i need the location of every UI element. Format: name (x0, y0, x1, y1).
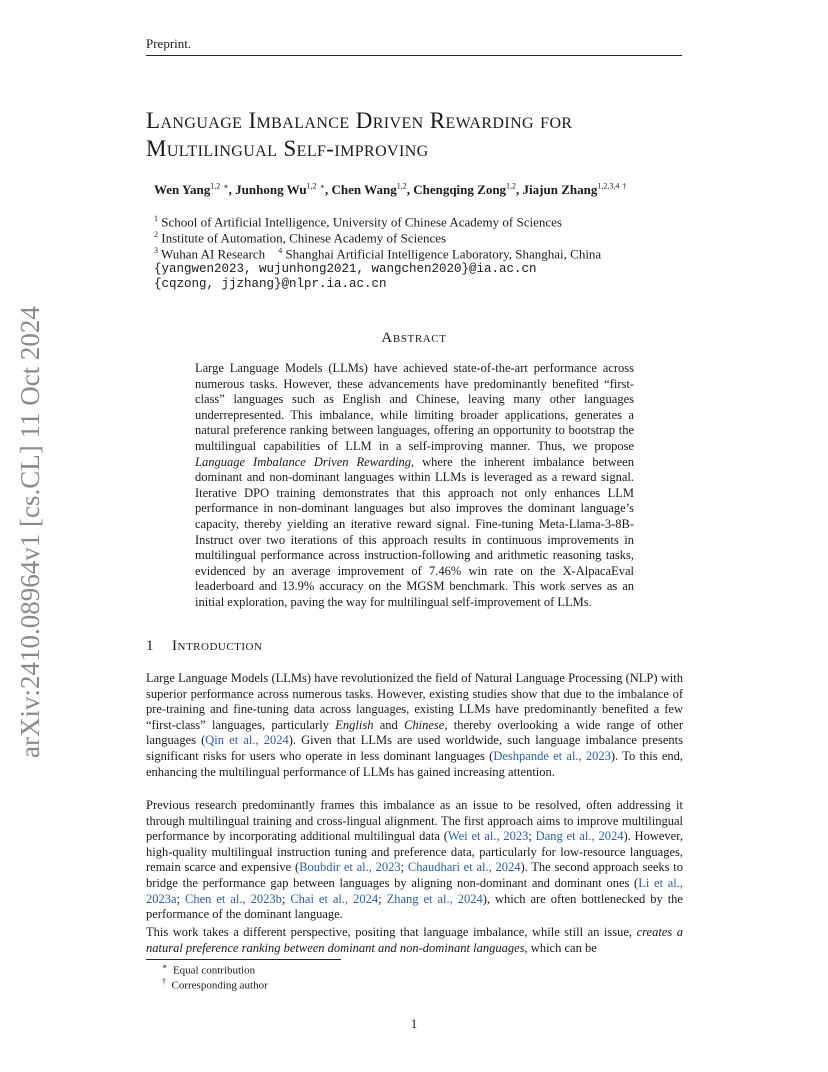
intro-paragraph-3: This work takes a different perspective, positing that language imbalance, while still an issue, creates a natural preference ranking between dominant and non-dominant languages, which can be (146, 925, 683, 955)
affiliation-marker: 4 (278, 246, 283, 255)
affiliation-marker: 1 (154, 214, 158, 223)
paper-title (146, 107, 686, 163)
footnote-2 (162, 977, 268, 992)
author-name: Jiajun Zhang (522, 182, 598, 198)
section-heading (146, 638, 262, 655)
citation-link[interactable]: Deshpande et al., 2023 (493, 748, 611, 763)
citation-link[interactable]: Chai et al., 2024 (290, 891, 379, 906)
title-line-2: Multilingual Self-improving (146, 136, 429, 161)
affiliation-2 (154, 230, 446, 246)
citation-link[interactable]: Wei et al., 2023 (447, 829, 529, 844)
arxiv-identifier[interactable]: arXiv:2410.08964v1 [cs.CL] 11 Oct 2024 (15, 306, 45, 758)
citation-link[interactable]: Li et al., 2023a (146, 875, 683, 906)
abstract-body: Large Language Models (LLMs) have achieved state-of-the-art performance across numerous tasks. However, these advancements have predominantly benefited “first-class” languages such as English and Chinese, leaving many other languages underrepresented. This imbalance, while limiting broader applications, generates a natural preference ranking between languages, offering an opportunity to bootstrap the multilingual capabilities of LLM in a self-improving manner. Thus, we propose Language Imbalance Driven Rewarding, where the inherent imbalance between dominant and non-dominant languages within LLMs is leveraged as a reward signal. Iterative DPO training demonstrates that this approach not only enhances LLM performance in non-dominant languages but also improves the dominant language’s capacity, thereby yielding an iterative reward signal. Fine-tuning Meta-Llama-3-8B-Instruct over two iterations of this approach results in continuous improvements in multilingual performance across instruction-following and arithmetic reasoning tasks, evidenced by an average improvement of 7.46% win rate on the X-AlpacaEval leaderboard and 13.9% accuracy on the MGSM benchmark. This work serves as an initial exploration, paving the way for multilingual self-improvement of LLMs. (195, 361, 634, 609)
footnote-text: Corresponding author (171, 979, 268, 992)
running-header: Preprint. (146, 36, 682, 56)
affiliation-text: Institute of Automation, Chinese Academy of Sciences (161, 230, 447, 246)
section-title: Introduction (172, 638, 263, 654)
section-number: 1 (146, 638, 154, 654)
intro-paragraph-2: Previous research predominantly frames this imbalance as an issue to be resolved, often addressing it through multilingual training and cross-lingual alignment. The first approach aims to improve multilingual performance by incorporating additional multilingual data (Wei et al., 2023; Dang et al., 2024). However, high-quality multilingual instruction tuning and preference data, particularly for low-resource languages, remain scarce and expensive (Boubdir et al., 2023; Chaudhari et al., 2024). The second approach seeks to bridge the performance gap between languages by aligning non-dominant and dominant ones (Li et al., 2023a; Chen et al., 2023b; Chai et al., 2024; Zhang et al., 2024), which are often bottlenecked by the performance of the dominant language. (146, 798, 684, 922)
citation-link[interactable]: Qin et al., 2024 (205, 733, 289, 748)
author-name: Wen Yang (154, 182, 211, 198)
citation-link[interactable]: Zhang et al., 2024 (386, 891, 483, 906)
author-affiliation-marker: 1,2 (506, 182, 517, 191)
affiliation-text: School of Artificial Intelligence, University of Chinese Academy of Sciences (161, 214, 562, 230)
author-list (154, 182, 626, 198)
email-line-1: {yangwen2023, wujunhong2021, wangchen2020}@ia.ac.cn (154, 262, 537, 276)
author-name: Junhong Wu (235, 182, 307, 198)
author-note-marker: ∗ (319, 182, 326, 191)
citation-link[interactable]: Dang et al., 2024 (535, 829, 624, 844)
affiliation-marker: 2 (154, 230, 158, 239)
author: Chengqing Zong$^{1,2}$, (413, 182, 523, 198)
affiliation-1 (154, 214, 562, 230)
author-name: Chengqing Zong (413, 182, 507, 198)
author-name: Chen Wang (331, 182, 397, 198)
citation-link[interactable]: Chaudhari et al., 2024 (407, 860, 521, 875)
author: Wen Yang$^{1,2}$ ∗, (154, 182, 236, 198)
affiliation-text: Shanghai Artificial Intelligence Laboratory, Shanghai, China (285, 246, 602, 262)
footnote-marker: ∗ (162, 962, 168, 971)
abstract-heading: Abstract (381, 330, 447, 346)
title-line-1: Language Imbalance Driven Rewarding for (146, 108, 573, 133)
citation-link[interactable]: Boubdir et al., 2023 (299, 860, 401, 875)
page-number: 1 (410, 1016, 418, 1031)
author-affiliation-marker: 1,2 (396, 182, 407, 191)
author-note-marker: ∗ (223, 182, 229, 191)
author: Junhong Wu$^{1,2}$ ∗, (235, 182, 332, 198)
method-name: Language Imbalance Driven Rewarding (195, 454, 411, 469)
affiliation-marker: 3 (154, 246, 158, 255)
affiliation-3 (154, 246, 601, 262)
footnote-marker: † (162, 977, 166, 986)
citation-link[interactable]: Chen et al., 2023b (185, 891, 282, 906)
author-affiliation-marker: 1,2,3,4 (597, 182, 620, 191)
footnote-1 (162, 962, 255, 977)
email-line-2: {cqzong, jjzhang}@nlpr.ia.ac.cn (154, 277, 387, 291)
author-affiliation-marker: 1,2 (306, 182, 317, 191)
author (523, 182, 627, 197)
affiliation-text: Wuhan AI Research (161, 246, 266, 262)
footnote-rule (146, 959, 341, 960)
footnote-text: Equal contribution (172, 964, 256, 977)
author-note-marker: † (622, 182, 627, 191)
author: Chen Wang$^{1,2}$, (331, 182, 414, 198)
intro-paragraph-1: Large Language Models (LLMs) have revolutionized the field of Natural Language Processing (NLP) with superior performance across numerous tasks. However, existing studies show that due to the imbalance of pre-training and fine-tuning data across languages, existing LLMs have predominantly benefited a few “first-class” languages, particularly English and Chinese, thereby overlooking a wide range of other languages (Qin et al., 2024). Given that LLMs are used worldwide, such language imbalance presents significant risks for users who operate in less dominant languages (Deshpande et al., 2023). To this end, enhancing the multilingual performance of LLMs has gained increasing attention. (146, 671, 683, 779)
author-affiliation-marker: 1,2 (210, 182, 221, 191)
